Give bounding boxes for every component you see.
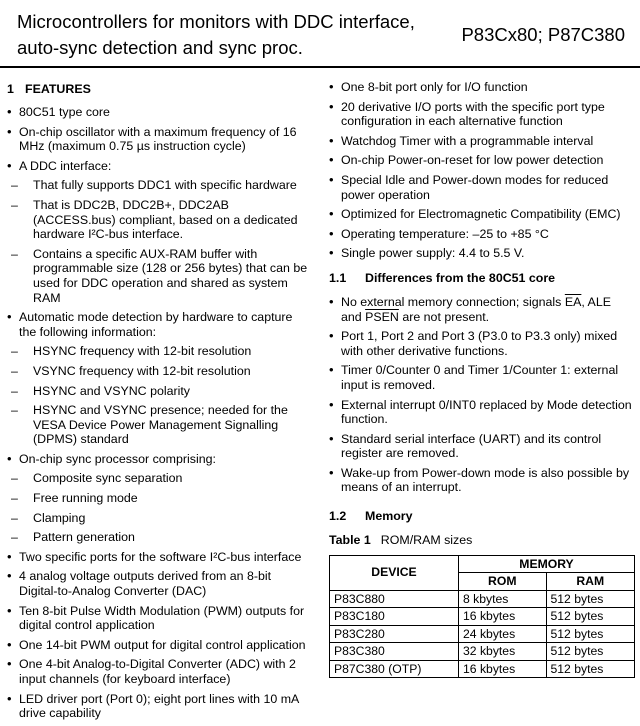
cell-rom: 32 kbytes [459,643,547,661]
cell-ram: 512 bytes [546,625,635,643]
col-header-rom: ROM [459,573,547,591]
list-item: • LED driver port (Port 0); eight port lines with 10 mA drive capability [7,692,309,721]
sub-list-item: – Composite sync separation [11,471,309,486]
left-column [7,82,309,726]
sub-list-item: – Pattern generation [11,530,309,545]
list-item: • No external memory connection; signals $\overline{EA}$, ALE and PSEN are not present. [329,295,634,324]
col-header-device: DEVICE [330,555,459,590]
section-number: 1 [7,82,14,96]
table-row [330,643,635,661]
cell-ram: 512 bytes [546,643,635,661]
memory-table-body [330,590,635,678]
list-item: • Wake-up from Power-down mode is also possible by means of an interrupt. [329,466,634,495]
sub-list-item: – Contains a specific AUX-RAM buffer with programmable size (128 or 256 bytes) that can be used for DDC operation and shared as system RAM [11,247,309,305]
col-header-memory: MEMORY [459,555,635,573]
ea-signal: $\overline{EA}$ [564,294,582,309]
table-label: Table 1 [329,533,371,548]
list-item: • On-chip sync processor comprising: [7,452,309,467]
sub-list-item: – Free running mode [11,491,309,506]
list-item: • Timer 0/Counter 0 and Timer 1/Counter 1: external input is removed. [329,363,634,392]
list-item: • External interrupt 0/INT0 replaced by Mode detection function. [329,398,634,427]
list-item: • Special Idle and Power-down modes for reduced power operation [329,173,634,202]
sub-list-item: – VSYNC frequency with 12-bit resolution [11,364,309,379]
cell-device: P83C880 [330,590,459,608]
differences-list [329,329,634,495]
sub-list-item: – That fully supports DDC1 with specific hardware [11,178,309,193]
list-item: • Two specific ports for the software I²C-bus interface [7,550,309,565]
memory-table [329,555,635,679]
list-item: • On-chip Power-on-reset for low power detection [329,153,634,168]
section-number: 1.2 [329,509,347,524]
list-item: • Port 1, Port 2 and Port 3 (P3.0 to P3.3 only) mixed with other derivative functions. [329,329,634,358]
list-item: • Optimized for Electromagnetic Compatibility (EMC) [329,207,634,222]
table-row [330,608,635,626]
list-item: • One 14-bit PWM output for digital control application [7,638,309,653]
table-caption [329,533,634,548]
section-number: 1.1 [329,270,347,285]
list-item: • A DDC interface: [7,159,309,174]
features-list-left [7,105,309,721]
table-row [330,660,635,678]
document-title: Microcontrollers for monitors with DDC interface, auto-sync detection and sync proc. [17,11,415,58]
cell-rom: 16 kbytes [459,608,547,626]
table-row [330,590,635,608]
sub-list-item: – That is DDC2B, DDC2B+, DDC2AB (ACCESS.bus) compliant, based on a dedicated hardware I²C-bus interface. [11,198,309,242]
sub-list-item: – HSYNC and VSYNC presence; needed for the VESA Device Power Management Signalling (DPMS) standard [11,403,309,447]
features-heading [7,82,309,98]
cell-rom: 16 kbytes [459,660,547,678]
list-item: • Automatic mode detection by hardware to capture the following information: [7,310,309,339]
list-item: • Watchdog Timer with a programmable interval [329,134,634,149]
psen-signal: PSEN [365,309,399,324]
list-item: • Ten 8-bit Pulse Width Modulation (PWM) outputs for digital control application [7,604,309,633]
cell-device: P83C180 [330,608,459,626]
cell-device: P83C380 [330,643,459,661]
part-numbers: P83Cx80; P87C380 [461,24,625,45]
table-row [330,625,635,643]
sub-list-item: – Clamping [11,511,309,526]
cell-ram: 512 bytes [546,590,635,608]
section-title: FEATURES [25,82,91,96]
col-header-ram: RAM [546,573,635,591]
sub-list-item: – HSYNC frequency with 12-bit resolution [11,344,309,359]
cell-device: P83C280 [330,625,459,643]
cell-ram: 512 bytes [546,608,635,626]
page-header [0,0,640,68]
features-list-right [329,80,634,261]
cell-ram: 512 bytes [546,660,635,678]
section-title: Memory [365,509,413,524]
right-column [329,82,634,678]
cell-rom: 24 kbytes [459,625,547,643]
cell-device: P87C380 (OTP) [330,660,459,678]
list-item: • 80C51 type core [7,105,309,120]
list-item: • On-chip oscillator with a maximum frequency of 16 MHz (maximum 0.75 µs instruction cycle) [7,125,309,154]
memory-heading [329,509,634,525]
list-item: • 20 derivative I/O ports with the specific port type configuration in each alternative function [329,100,634,129]
list-item: • One 4-bit Analog-to-Digital Converter (ADC) with 2 input channels (for keyboard interface) [7,657,309,686]
differences-heading [329,271,634,287]
list-item: • 4 analog voltage outputs derived from an 8-bit Digital-to-Analog Converter (DAC) [7,569,309,598]
sub-list-item: – HSYNC and VSYNC polarity [11,384,309,399]
table-title: ROM/RAM sizes [380,533,473,548]
list-item: • Operating temperature: –25 to +85 °C [329,227,634,242]
list-item: • Standard serial interface (UART) and its control register are removed. [329,432,634,461]
list-item: • Single power supply: 4.4 to 5.5 V. [329,246,634,261]
cell-rom: 8 kbytes [459,590,547,608]
section-title: Differences from the 80C51 core [365,270,556,285]
list-item: • One 8-bit port only for I/O function [329,80,634,95]
